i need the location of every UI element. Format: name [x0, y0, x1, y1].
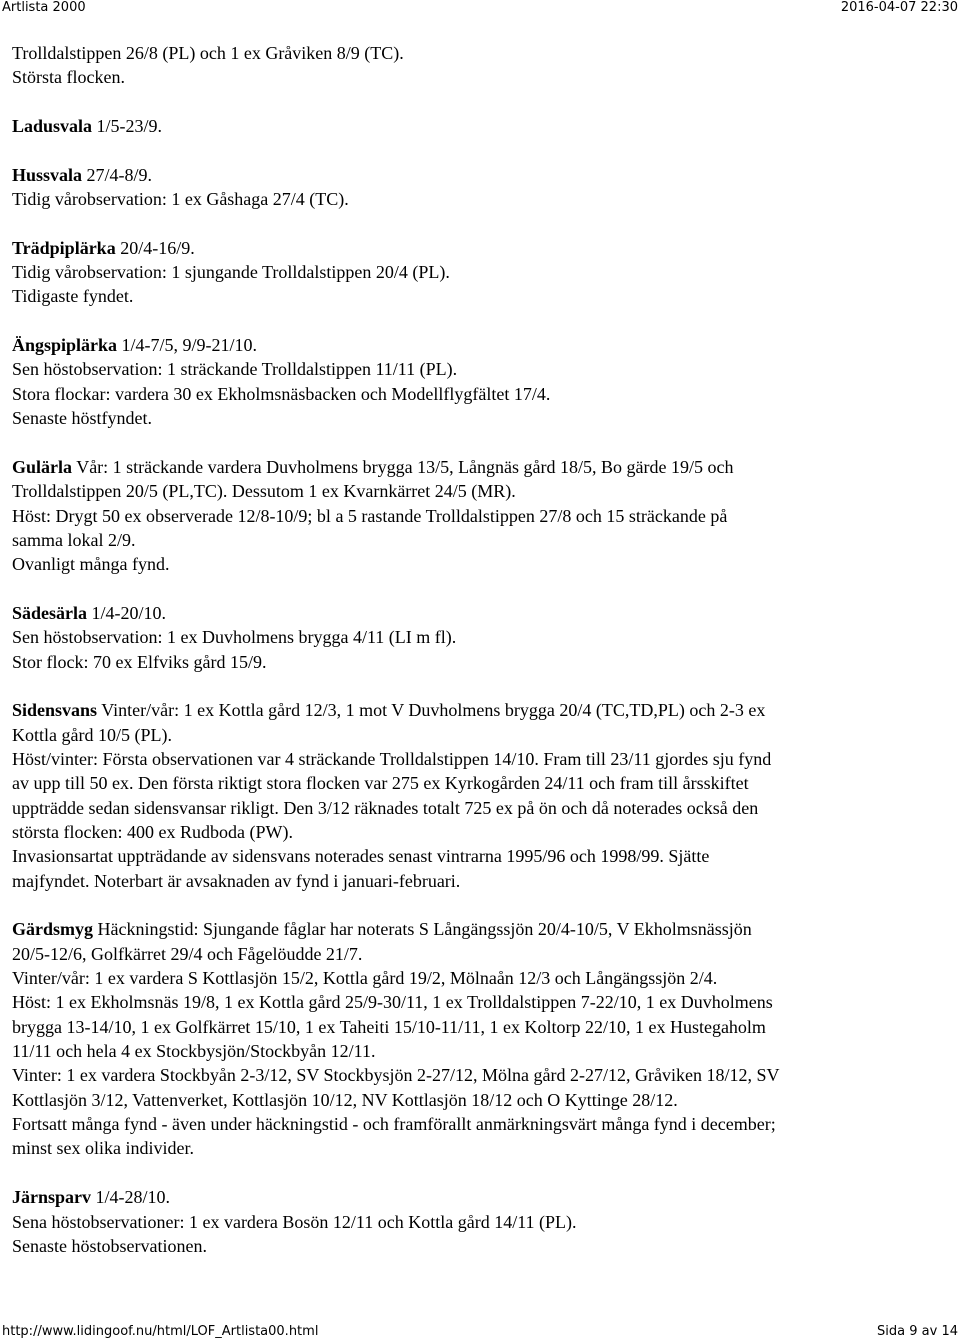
- entry-line: Tidigaste fyndet.: [12, 286, 134, 307]
- entry-heading-line: [12, 333, 948, 357]
- entry-line: Invasionsartat uppträdande av sidensvans noterades senast vintrarna 1995/96 och 1998/99. Sjätte: [12, 846, 710, 867]
- entry-first-text: 1/4-28/10.: [91, 1187, 171, 1208]
- entry-line: uppträdde sedan sidensvansar rikligt. Den 3/12 räknades totalt 725 ex på ön och då noterades också den: [12, 797, 759, 818]
- entry-line: Fortsatt många fynd - även under häckningstid - och framförallt anmärkningsvärt många fynd i december;: [12, 1114, 776, 1135]
- entry-first-text: Vår: 1 sträckande vardera Duvholmens brygga 13/5, Långnäs gård 18/5, Bo gärde 19/5 och: [72, 456, 734, 477]
- entry-line: 20/5-12/6, Golfkärret 29/4 och Fågelöudde 21/7.: [12, 943, 363, 964]
- page-number: Sida 9 av 14: [877, 1324, 958, 1339]
- entry-gularla: [12, 455, 948, 577]
- species-name: Gärdsmyg: [12, 919, 93, 940]
- species-name: Ladusvala: [12, 116, 93, 137]
- entry-angspiplarka: [12, 333, 948, 430]
- header-title: Artlista 2000: [2, 0, 86, 15]
- entry-line: Stor flock: 70 ex Elfviks gård 15/9.: [12, 651, 267, 672]
- entry-line: Höst/vinter: Första observationen var 4 sträckande Trolldalstippen 14/10. Fram till 23/11 gjordes sju fynd: [12, 748, 772, 769]
- entry-line: Trolldalstippen 20/5 (PL,TC). Dessutom 1 ex Kvarnkärret 24/5 (MR).: [12, 481, 516, 502]
- entry-gardsmyg: [12, 917, 948, 1160]
- species-name: Ängspiplärka: [12, 335, 118, 356]
- entry-line: största flocken: 400 ex Rudboda (PW).: [12, 822, 293, 842]
- entry-line: Senaste höstobservationen.: [12, 1235, 207, 1256]
- entry-line: Vinter/vår: 1 ex vardera S Kottlasjön 15/2, Kottla gård 19/2, Mölnaån 12/3 och Långängssjön 2/4.: [12, 968, 718, 989]
- entry-first-text: Vinter/vår: 1 ex Kottla gård 12/3, 1 mot V Duvholmens brygga 20/4 (TC,TD,PL) och 2-3 ex: [97, 700, 766, 721]
- entry-line: Sen höstobservation: 1 ex Duvholmens brygga 4/11 (LI m fl).: [12, 627, 457, 648]
- entry-line: Ovanligt många fynd.: [12, 554, 170, 575]
- entry-first-text: 1/5-23/9.: [92, 116, 163, 137]
- entry-heading-line: [12, 917, 948, 941]
- entry-line: av upp till 50 ex. Den första riktigt stora flocken var 275 ex Kyrkogården 24/11 och fram till årsskiftet: [12, 773, 749, 794]
- entry-jarnsparv: [12, 1185, 948, 1258]
- entry-line: samma lokal 2/9.: [12, 529, 136, 550]
- entry-ladusvala: [12, 114, 948, 138]
- species-name: Sidensvans: [12, 700, 98, 721]
- entry-line: Sen höstobservation: 1 sträckande Trolldalstippen 11/11 (PL).: [12, 359, 458, 380]
- species-name: Hussvala: [12, 164, 83, 185]
- entry-heading-line: [12, 601, 948, 625]
- entry-line: minst sex olika individer.: [12, 1138, 194, 1159]
- entry-trolldalstippen: [12, 41, 948, 90]
- entry-line: brygga 13-14/10, 1 ex Golfkärret 15/10, 1 ex Taheiti 15/10-11/11, 1 ex Koltorp 22/10, 1 ex Hustegaholm: [12, 1016, 766, 1037]
- entry-sadesarla: [12, 601, 948, 674]
- entry-first-text: 20/4-16/9.: [115, 237, 195, 258]
- footer-url: http://www.lidingoof.nu/html/LOF_Artlista00.html: [2, 1324, 319, 1339]
- entry-heading-line: [12, 698, 948, 722]
- entry-heading-line: [12, 114, 948, 138]
- entry-line: Största flocken.: [12, 67, 125, 88]
- entry-first-text: Häckningstid: Sjungande fåglar har noterats S Långängssjön 20/4-10/5, V Ekholmsnässjön: [93, 919, 752, 940]
- entry-line: Senaste höstfyndet.: [12, 408, 152, 429]
- entry-line: Höst: 1 ex Ekholmsnäs 19/8, 1 ex Kottla gård 25/9-30/11, 1 ex Trolldalstippen 7-22/10, 1 ex Duvholmens: [12, 992, 773, 1013]
- entry-heading-line: [12, 163, 948, 187]
- entry-line: Tidig vårobservation: 1 ex Gåshaga 27/4 (TC).: [12, 189, 349, 210]
- entry-line: 11/11 och hela 4 ex Stockbysjön/Stockbyån 12/11.: [12, 1041, 376, 1062]
- entry-heading-line: [12, 455, 948, 479]
- entry-line: Trolldalstippen 26/8 (PL) och 1 ex Gråviken 8/9 (TC).: [12, 43, 404, 63]
- entry-line: Kottla gård 10/5 (PL).: [12, 724, 172, 745]
- entry-line: Tidig vårobservation: 1 sjungande Trolldalstippen 20/4 (PL).: [12, 262, 450, 283]
- species-name: Sädesärla: [12, 602, 88, 623]
- entry-line: Kottlasjön 3/12, Vattenverket, Kottlasjön 10/12, NV Kottlasjön 18/12 och O Kyttinge 28/12.: [12, 1089, 678, 1110]
- entry-first-text: 27/4-8/9.: [82, 164, 153, 185]
- entry-sidensvans: [12, 698, 948, 893]
- entry-first-text: 1/4-7/5, 9/9-21/10.: [117, 335, 258, 356]
- entry-line: majfyndet. Noterbart är avsaknaden av fynd i januari-februari.: [12, 870, 461, 891]
- entry-heading-line: [12, 1185, 948, 1209]
- entry-line: Vinter: 1 ex vardera Stockbyån 2-3/12, SV Stockbysjön 2-27/12, Mölna gård 2-27/12, Gråviken 18/12, SV: [12, 1065, 780, 1086]
- species-name: Järnsparv: [12, 1187, 92, 1208]
- entry-heading-line: [12, 236, 948, 260]
- entry-line: Höst: Drygt 50 ex observerade 12/8-10/9; bl a 5 rastande Trolldalstippen 27/8 och 15 sträckande på: [12, 505, 728, 526]
- entry-hussvala: [12, 163, 948, 212]
- entry-line: Stora flockar: vardera 30 ex Ekholmsnäsbacken och Modellflygfältet 17/4.: [12, 383, 551, 404]
- entry-tradpiplarka: [12, 236, 948, 309]
- document-body: [12, 41, 948, 1258]
- entry-line: Sena höstobservationer: 1 ex vardera Bosön 12/11 och Kottla gård 14/11 (PL).: [12, 1211, 577, 1232]
- entry-first-text: 1/4-20/10.: [87, 602, 167, 623]
- species-name: Trädpiplärka: [12, 237, 116, 258]
- species-name: Gulärla: [12, 456, 73, 477]
- header-date: 2016-04-07 22:30: [840, 0, 958, 15]
